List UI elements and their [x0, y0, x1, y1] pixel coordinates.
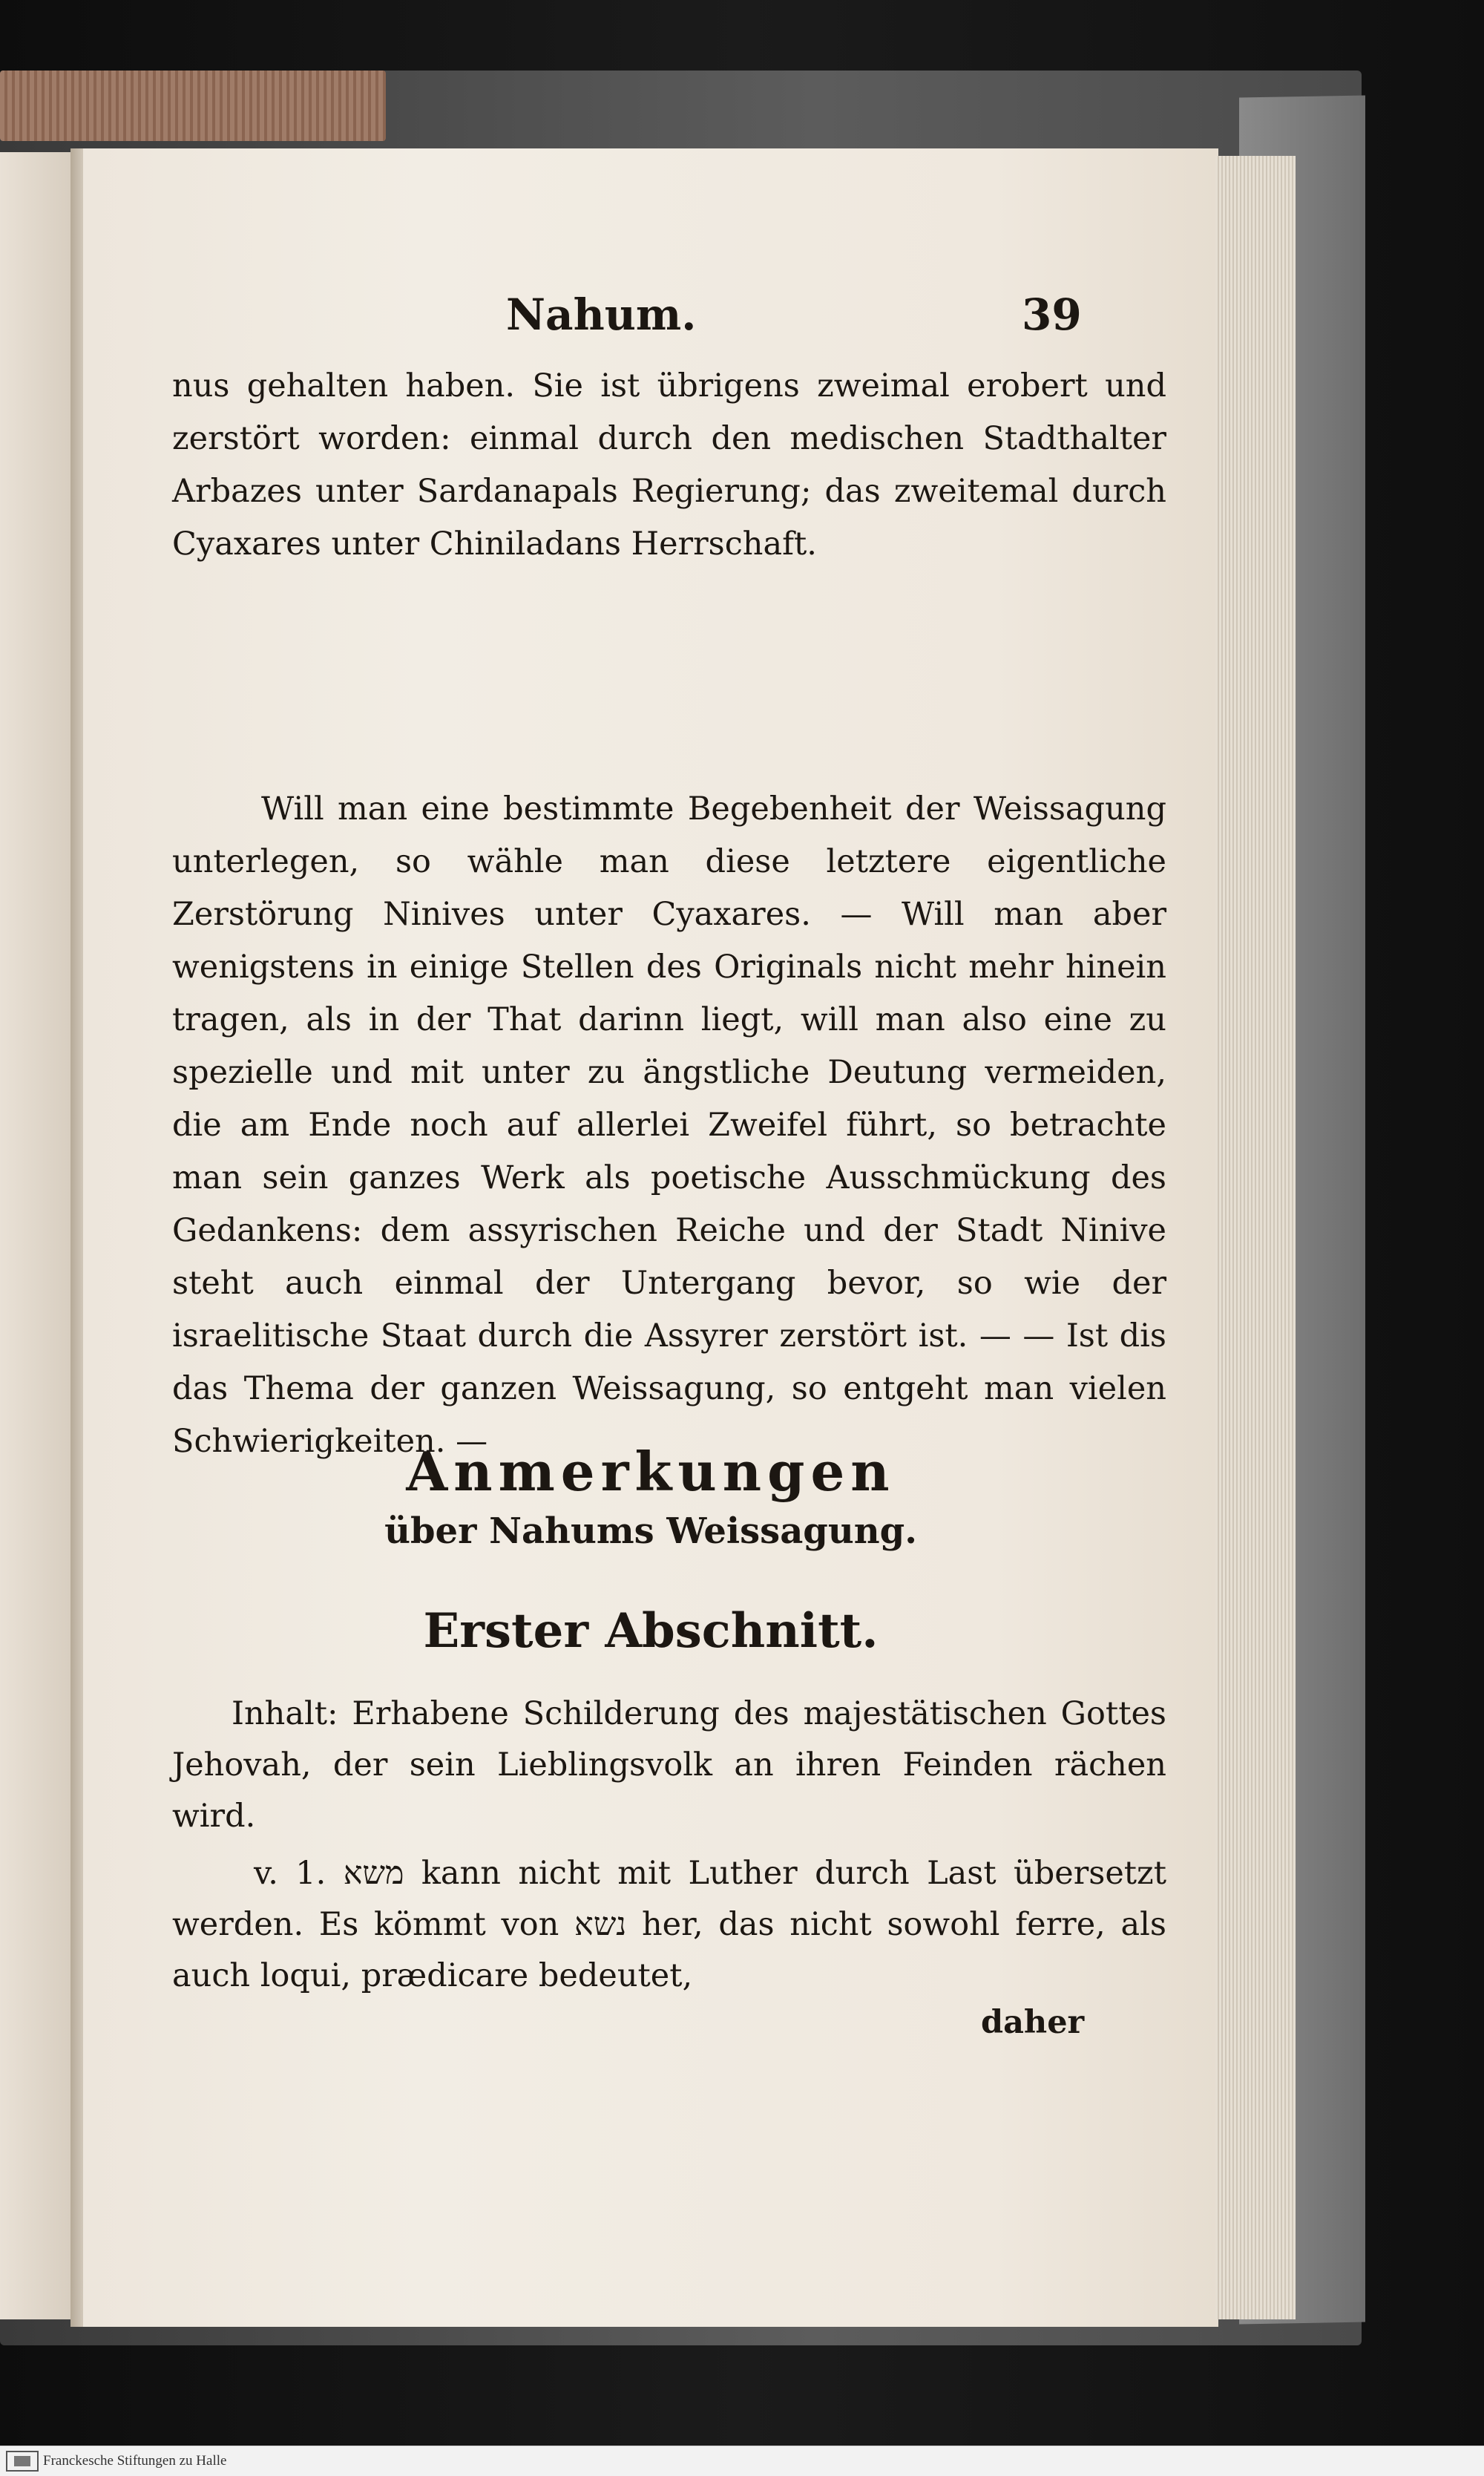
page-edges	[1215, 156, 1296, 2319]
book-headband	[0, 71, 386, 141]
catchword: daher	[981, 2004, 1085, 2041]
inhalt-paragraph: Inhalt: Erhabene Schilderung des majestätischen Gottes Jehovah, der sein Lieblingsvolk an ihren Feinden rächen wird.	[172, 1695, 1166, 1835]
running-title: Nahum.	[506, 289, 697, 340]
paragraph-2: Will man eine bestimmte Begebenheit der Weissagung unterlegen, so wähle man diese letztere eigentliche Zerstörung Ninives unter Cyaxares. — Will man aber wenigstens in einige Stellen des Originals nicht mehr hinein tragen, als in der That darinn liegt, will man also eine zu spezielle und mit unter zu ängstliche Deutung vermeiden, die am Ende noch auf allerlei Zweifel führt, so betrachte man sein ganzes Werk als poetische Ausschmückung des Gedankens: dem assyrischen Reiche und der Stadt Ninive steht auch einmal der Untergang bevor, so wie der israelitische Staat durch die Assyrer zerstört ist. — — Ist dis das Thema der ganzen Weissagung, so entgeht man vielen Schwierigkeiten. —	[172, 790, 1166, 1460]
footer-bar	[0, 2446, 1484, 2476]
page-header	[83, 289, 1218, 349]
page-number: 39	[1022, 289, 1082, 340]
verse-1-note: v. 1. משא kann nicht mit Luther durch Last übersetzt werden. Es kömmt von נשא her, das nicht sowohl ferre, als auch loqui, prædicare bedeutet,	[172, 1855, 1166, 1994]
section-heading: Erster Abschnitt.	[423, 1603, 879, 1659]
heading-subtitle: über Nahums Weissagung.	[384, 1510, 917, 1552]
footer-institution: Franckesche Stiftungen zu Halle	[43, 2453, 227, 2469]
left-page-edge	[0, 152, 74, 2319]
institution-logo-icon	[6, 2451, 39, 2472]
heading-anmerkungen: Anmerkungen	[406, 1440, 896, 1503]
book-page	[83, 148, 1218, 2327]
paragraph-1: nus gehalten haben. Sie ist übrigens zweimal erobert und zerstört worden: einmal durch den medischen Stadthalter Arbazes unter Sardanapals Regierung; das zweitemal durch Cyaxares unter Chiniladans Herrschaft.	[172, 367, 1166, 563]
